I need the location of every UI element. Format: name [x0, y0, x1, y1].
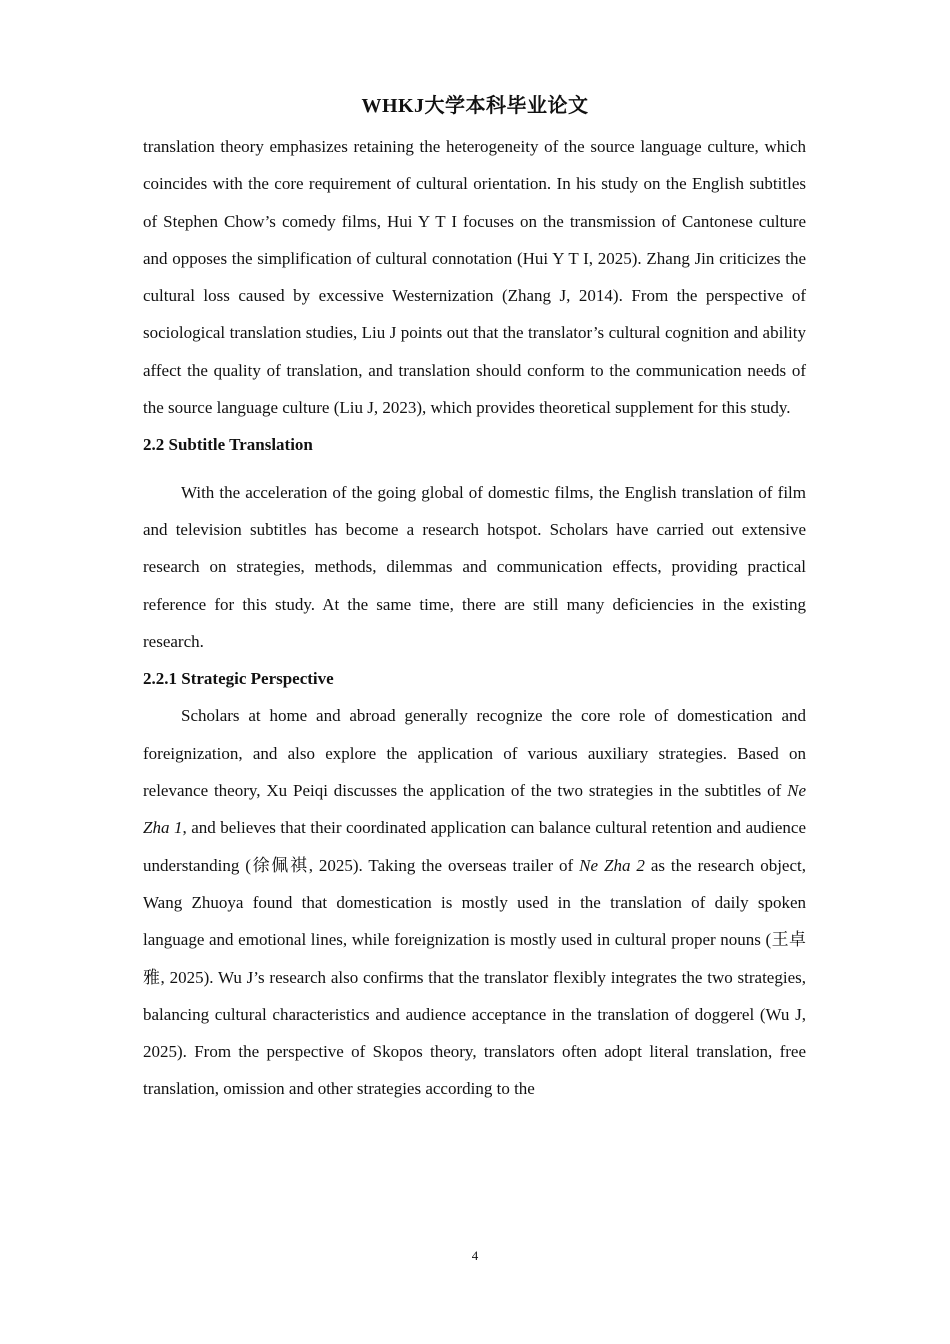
text-run: Scholars at home and abroad generally recognize the core role of domestication and foreignization, and also explore the application of various auxiliary strategies. Based on relevance theory, Xu Peiqi discusses the application of the two strategies in the subtitles of: [143, 706, 806, 801]
film-title: Ne Zha 1: [143, 781, 806, 838]
paragraph-subtitle-translation: With the acceleration of the going global of domestic films, the English translation of film and television subtitles has become a research hotspot. Scholars have carried out extensive research on strategies, methods, dilemmas and communication effects, providing practical reference for this study. At the same time, there are still many deficiencies in the existing research.: [143, 482, 806, 651]
text-run: , and believes that their coordinated application can balance cultural retention and audience understanding (徐佩祺, 2025). Taking the overseas trailer of: [143, 818, 806, 875]
body-text: [143, 128, 806, 1108]
paragraph-strategic-perspective: [143, 697, 806, 1107]
page-number: 4: [471, 1248, 479, 1263]
section-heading-2-2-1: 2.2.1 Strategic Perspective: [143, 669, 334, 689]
paragraph-continued: translation theory emphasizes retaining the heterogeneity of the source language culture, which coincides with the core requirement of cultural orientation. In his study on the English subtitles of Stephen Chow’s comedy films, Hui Y T I focuses on the transmission of Cantonese culture and opposes the simplification of cultural connotation (Hui Y T I, 2025). Zhang Jin criticizes the cultural loss caused by excessive Westernization (Zhang J, 2014). From the perspective of sociological translation studies, Liu J points out that the translator’s cultural cognition and ability affect the quality of translation, and translation should conform to the communication needs of the source language culture (Liu J, 2023), which provides theoretical supplement for this study.: [143, 137, 806, 418]
film-title: Ne Zha 2: [579, 855, 645, 875]
section-heading-2-2: 2.2 Subtitle Translation: [143, 435, 313, 455]
text-run: as the research object, Wang Zhuoya found that domestication is mostly used in the translation of daily spoken language and emotional lines, while foreignization is mostly used in cultural proper nouns (王卓雅, 2025). Wu J’s research also confirms that the translator flexibly integrates the two strategies, balancing cultural characteristics and audience acceptance in the translation of doggerel (Wu J, 2025). From the perspective of Skopos theory, translators often adopt literal translation, free translation, omission and other strategies according to the: [143, 855, 806, 1099]
page-header: WHKJ大学本科毕业论文: [361, 95, 589, 117]
